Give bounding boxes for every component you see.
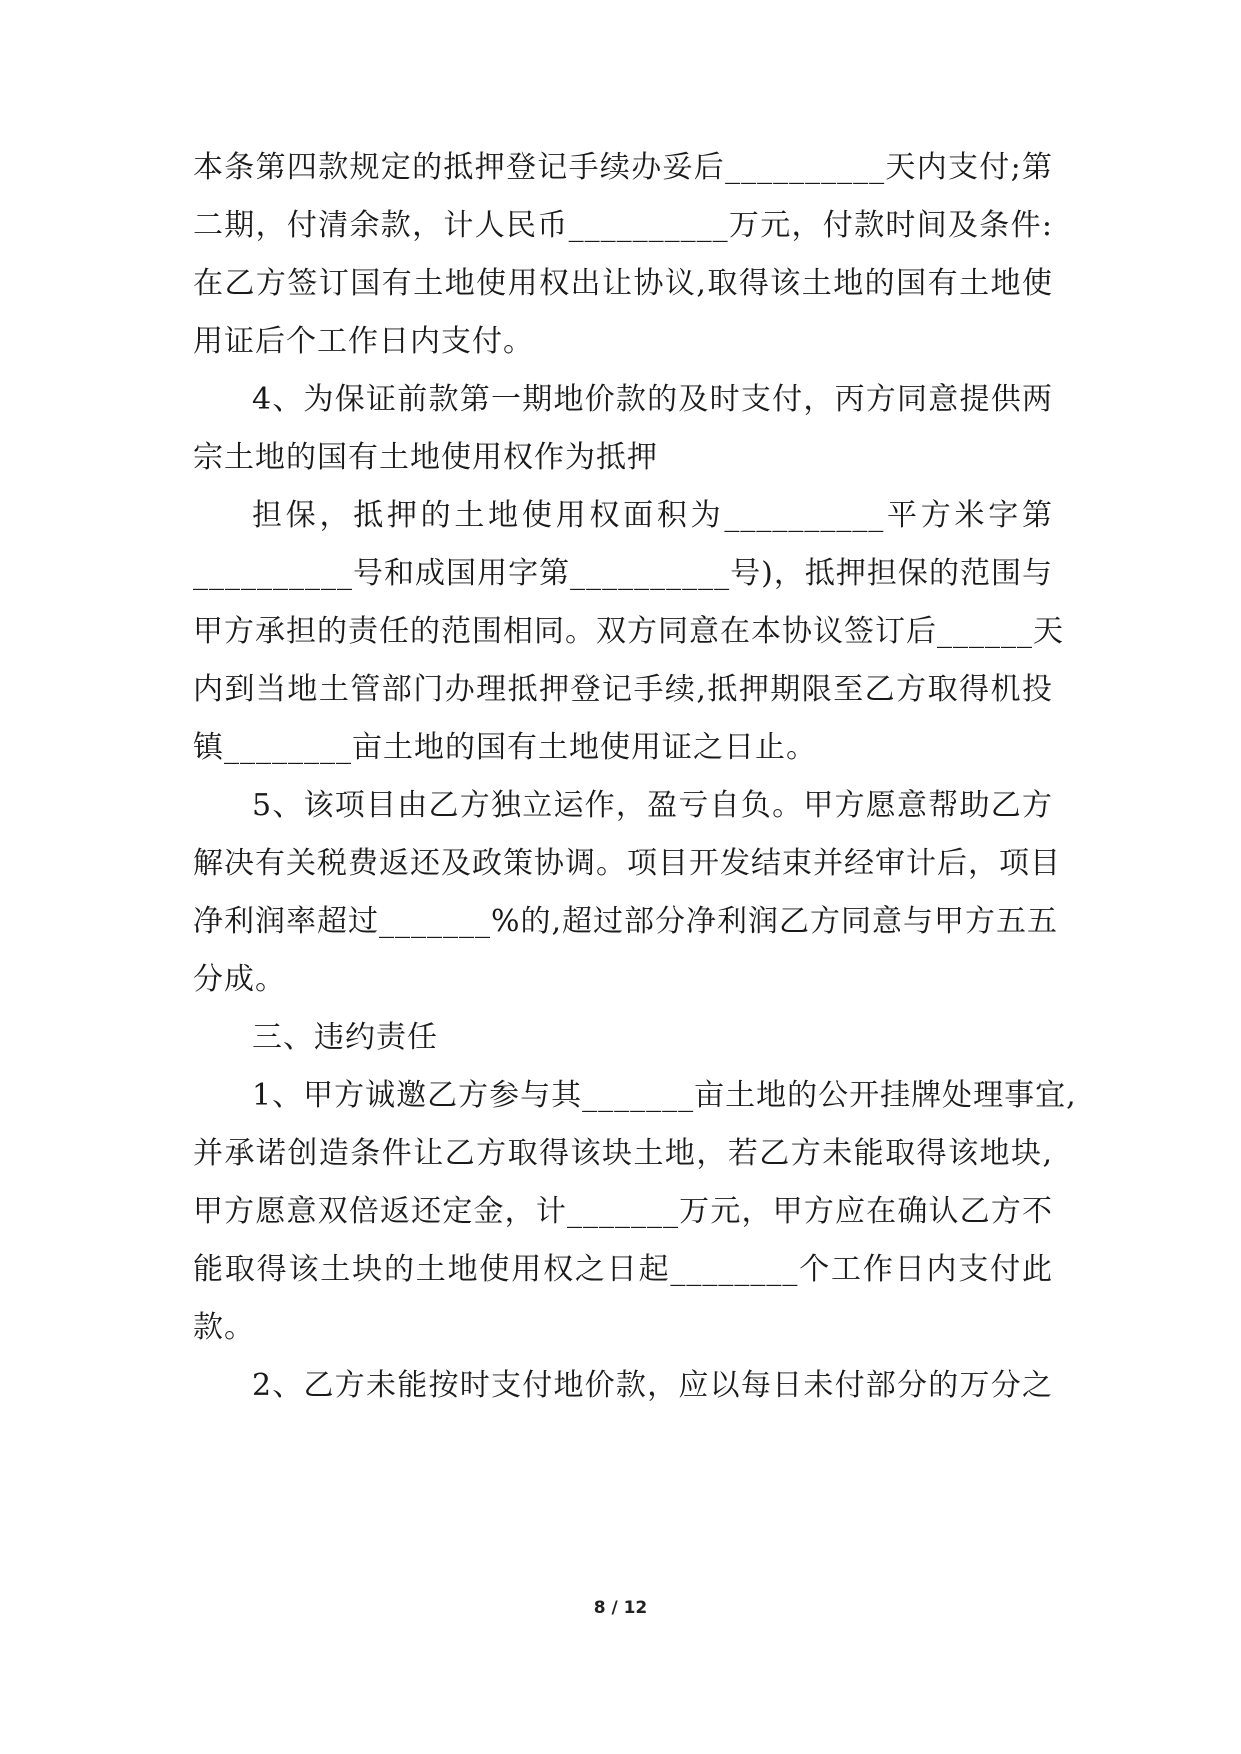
text-line: 在乙方签订国有土地使用权出让协议,取得该土地的国有土地使 — [193, 266, 1053, 301]
text-line: 镇________亩土地的国有土地使用证之日止。 — [193, 730, 817, 765]
text-line: 并承诺创造条件让乙方取得该块土地，若乙方未能取得该地块, — [193, 1136, 1053, 1171]
text-line: 解决有关税费返还及政策协调。项目开发结束并经审计后，项目 — [193, 846, 1061, 881]
page-number: 8 / 12 — [593, 1598, 648, 1618]
text-line: 宗土地的国有土地使用权作为抵押 — [193, 440, 658, 475]
text-line: 甲方承担的责任的范围相同。双方同意在本协议签订后______天 — [193, 614, 1064, 649]
text-line: 本条第四款规定的抵押登记手续办妥后__________天内支付;第 — [193, 150, 1053, 185]
text-line: 甲方愿意双倍返还定金，计_______万元，甲方应在确认乙方不 — [193, 1194, 1053, 1229]
text-line: 2、乙方未能按时支付地价款，应以每日未付部分的万分之 — [252, 1368, 1053, 1403]
text-line: 二期，付清余款，计人民币__________万元，付款时间及条件: — [193, 208, 1053, 243]
text-line: 4、为保证前款第一期地价款的及时支付，丙方同意提供两 — [252, 382, 1053, 417]
text-line: 能取得该土块的土地使用权之日起________个工作日内支付此 — [193, 1252, 1053, 1287]
text-line: 款。 — [193, 1310, 255, 1345]
text-line: 分成。 — [193, 962, 286, 997]
text-line: 5、该项目由乙方独立运作，盈亏自负。甲方愿意帮助乙方 — [252, 788, 1053, 823]
text-line: 净利润率超过_______%的,超过部分净利润乙方同意与甲方五五 — [193, 904, 1059, 939]
text-line: 1、甲方诚邀乙方参与其_______亩土地的公开挂牌处理事宜, — [252, 1078, 1077, 1113]
text-line: 担保，抵押的土地使用权面积为__________平方米字第 — [252, 498, 1053, 533]
text-line: 用证后个工作日内支付。 — [193, 324, 534, 359]
text-line: 内到当地土管部门办理抵押登记手续,抵押期限至乙方取得机投 — [193, 672, 1053, 707]
text-line: __________号和成国用字第__________号)，抵押担保的范围与 — [193, 556, 1053, 591]
section-heading: 三、违约责任 — [252, 1020, 438, 1055]
